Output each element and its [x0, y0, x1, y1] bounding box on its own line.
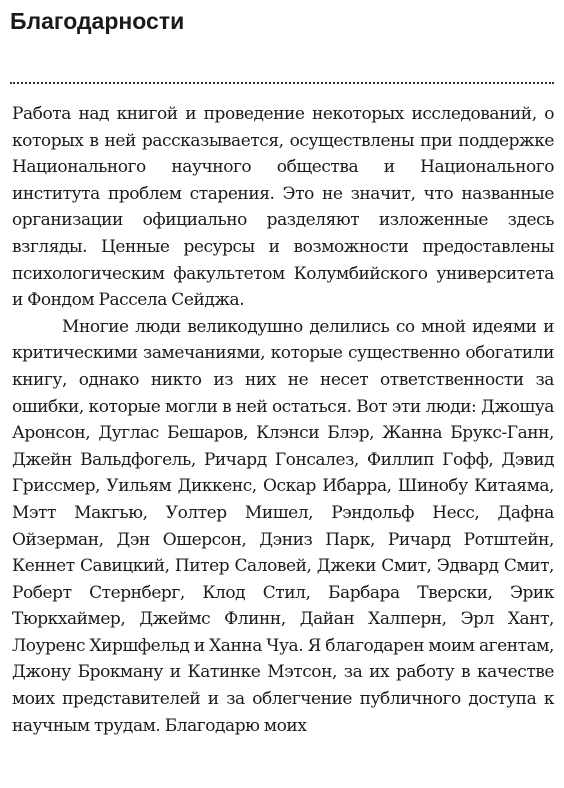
paragraph-2: Многие люди великодушно делились со мной идеями и критическими замечаниями, которые существенно обогатили книгу, однако никто из них не несет ответственности за ошибки, которые могли в ней остаться. Вот эти люди: Джошуа Аронсон, Дуглас Бешаров, Клэнси Блэр, Жанна Брукс-Ганн, Джейн Вальдфогель, Ричард Гонсалез, Филлип Гофф, Дэвид Гриссмер, Уильям Диккенс, Оскар Ибарра, Шинобу Китаяма, Мэтт Макгью, Уолтер Мишел, Рэндольф Несс, Дафна Ойзерман, Дэн Ошерсон, Дэниз Парк, Ричард Ротштейн, Кеннет Савицкий, Питер Саловей, Джеки Смит, Эдвард Смит, Роберт Стернберг, Клод Стил, Барбара Тверски, Эрик Тюркхаймер, Джеймс Флинн, Дайан Халперн, Эрл Хант, Лоуренс Хиршфельд и Ханна Чуа. Я благодарен моим агентам, Джону Брокману и Катинке Мэтсон, за их работу в качестве моих представителей и за облегчение публичного доступа к научным трудам. Благодарю моих — [12, 316, 554, 736]
dotted-divider — [10, 82, 554, 84]
chapter-heading: Благодарности — [10, 8, 185, 34]
paragraph-1: Работа над книгой и проведение некоторых исследований, о которых в ней рассказывается, осуществлены при поддержке Национального научного общества и Национального института проблем старения. Это не значит, что названные организации официально разделяют изложенные здесь взгляды. Ценные ресурсы и возможности предоставлены психологическим факультетом Колумбийского университета и Фондом Рассела Сейджа. — [12, 104, 554, 311]
body-text — [12, 101, 554, 739]
